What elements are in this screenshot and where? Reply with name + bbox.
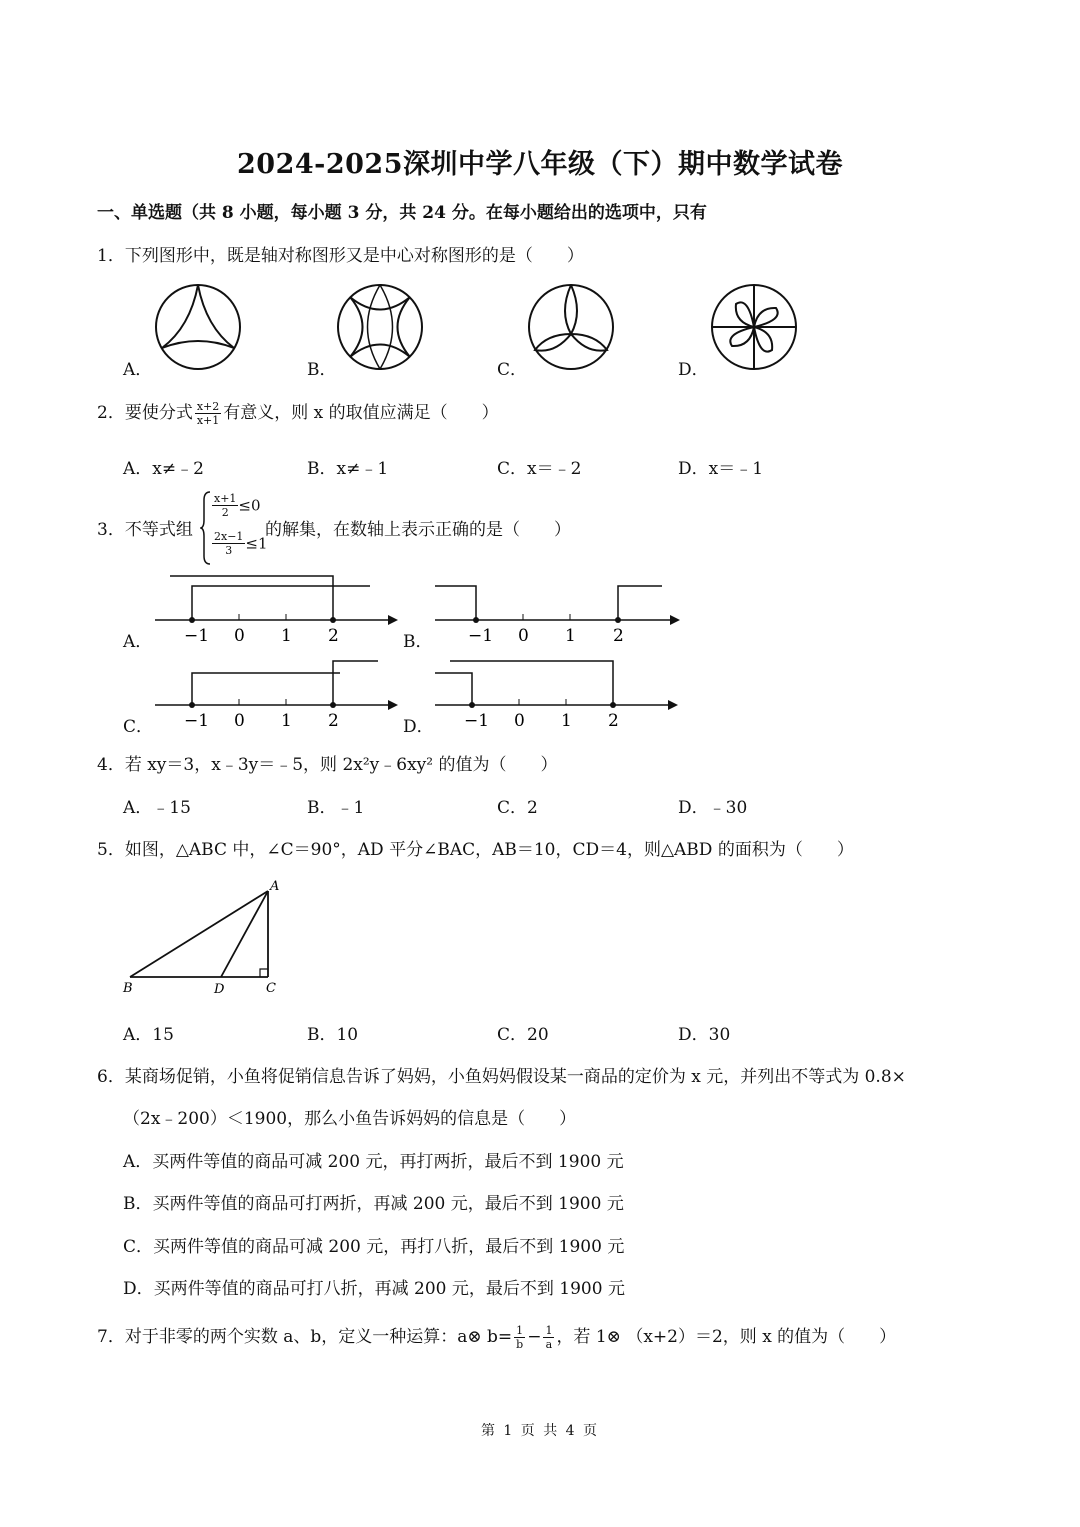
q5-option-a: A．15: [123, 1025, 174, 1045]
q7-f1-num: 1: [514, 1324, 525, 1338]
q3d-tick-0: 0: [514, 711, 525, 731]
q3-ineq2-frac: [212, 530, 245, 557]
question-2-stem: [97, 398, 499, 427]
page-title: 2024-2025深圳中学八年级（下）期中数学试卷: [237, 149, 843, 180]
q4-option-d: D．﹣30: [678, 798, 748, 818]
q6-option-c: C．买两件等值的商品可减 200 元，再打八折，最后不到 1900 元: [123, 1237, 625, 1257]
q6-option-a: A．买两件等值的商品可减 200 元，再打两折，最后不到 1900 元: [123, 1152, 624, 1172]
q7-f2-den: a: [545, 1338, 553, 1351]
q3-label-d: D．: [403, 717, 434, 737]
q2-pre: 2．要使分式: [97, 403, 193, 423]
q2-option-c: C．x＝﹣2: [497, 459, 582, 479]
question-4-stem: 4．若 xy＝3，x﹣3y＝﹣5，则 2x²y﹣6xy² 的值为（ ）: [97, 755, 558, 775]
page-footer: 第 1 页 共 4 页: [480, 1423, 600, 1439]
q4-option-b: B．﹣1: [307, 798, 365, 818]
q3-ineq1-rel: ≤0: [238, 496, 261, 515]
q5-point-b: B: [123, 981, 133, 996]
q3a-tick-1: 1: [281, 626, 292, 646]
q3-pre: 3．不等式组: [97, 520, 193, 540]
q7-pre: 7．对于非零的两个实数 a、b，定义一种运算：a⊗ b=: [97, 1327, 513, 1347]
q6-option-d: D．买两件等值的商品可打八折，再减 200 元，最后不到 1900 元: [123, 1279, 625, 1299]
q3-ineq2-num: 2x−1: [214, 530, 244, 543]
q3b-tick-2: 2: [613, 626, 624, 646]
q1-label-c: C．: [497, 360, 528, 380]
q1-figure-c: [525, 282, 620, 372]
q7-f2-num: 1: [545, 1324, 553, 1337]
question-1-stem: 1．下列图形中，既是轴对称图形又是中心对称图形的是（ ）: [97, 246, 584, 266]
q3-brace: [200, 490, 212, 566]
q2-fraction: [195, 400, 221, 427]
question-6-line-2: （2x﹣200）＜1900，那么小鱼告诉妈妈的信息是（ ）: [123, 1109, 577, 1129]
q7-post: ，若 1⊗ （x+2）＝2，则 x 的值为（ ）: [556, 1327, 897, 1347]
q5-option-c: C．20: [497, 1025, 549, 1045]
q7-fraction-1: [514, 1324, 525, 1351]
q1-figure-d: [708, 282, 803, 372]
q6-option-b: B．买两件等值的商品可打两折，再减 200 元，最后不到 1900 元: [123, 1194, 624, 1214]
q3c-tick-1: 1: [281, 711, 292, 731]
q3-ineq1-frac: [212, 492, 238, 519]
q3-inequality-1: [212, 492, 261, 519]
q4-option-a: A．﹣15: [123, 798, 191, 818]
q3-label-a: A．: [123, 632, 153, 652]
q3-ineq2-rel: ≤1: [245, 534, 268, 553]
q2-frac-den: x+1: [196, 414, 220, 427]
q3a-tick-2: 2: [328, 626, 339, 646]
q3d-tick-1: 1: [561, 711, 572, 731]
q3b-tick-1: 1: [565, 626, 576, 646]
q3c-tick-2: 2: [328, 711, 339, 731]
q1-label-d: D．: [678, 360, 709, 380]
q3-numberline-c: [150, 655, 400, 735]
q3-numberline-b: [430, 570, 685, 650]
q3-numberline-a: [150, 570, 400, 650]
question-6-line-1: 6．某商场促销，小鱼将促销信息告诉了妈妈，小鱼妈妈假设某一商品的定价为 x 元，并列出不等式为 0.8×: [97, 1067, 906, 1087]
q2-post: 有意义，则 x 的取值应满足（ ）: [223, 403, 499, 423]
q2-option-b: B．x≠﹣1: [307, 459, 389, 479]
q3d-tick-2: 2: [608, 711, 619, 731]
q2-option-d: D．x＝﹣1: [678, 459, 764, 479]
q3a-tick-0: 0: [234, 626, 245, 646]
q3-inequality-2: [212, 530, 268, 557]
q7-f1-den: b: [516, 1338, 524, 1351]
q3-ineq2-den: 3: [225, 544, 233, 557]
q5-point-a: A: [270, 879, 280, 894]
q3-numberline-d: [430, 655, 685, 735]
question-7-stem: [97, 1322, 896, 1351]
q5-option-b: B．10: [307, 1025, 359, 1045]
q3-ineq1-num: x+1: [214, 492, 237, 505]
q2-frac-num: x+2: [196, 400, 220, 413]
q3b-tick-neg1: −1: [468, 626, 494, 646]
q4-option-c: C．2: [497, 798, 538, 818]
q3c-tick-0: 0: [234, 711, 245, 731]
q5-point-d: D: [214, 982, 225, 997]
q5-triangle-figure: [115, 875, 290, 1000]
question-5-stem: 5．如图，△ABC 中，∠C＝90°，AD 平分∠BAC，AB＝10，CD＝4，则△ABD 的面积为（ ）: [97, 840, 854, 860]
q3d-tick-neg1: −1: [464, 711, 490, 731]
q3-post: 的解集，在数轴上表示正确的是（ ）: [265, 520, 571, 540]
q5-point-c: C: [266, 981, 276, 996]
q1-figure-b: [335, 282, 430, 372]
q3-label-c: C．: [123, 717, 154, 737]
q3-label-b: B．: [403, 632, 433, 652]
q1-figure-a: [150, 282, 250, 372]
q3a-tick-neg1: −1: [184, 626, 210, 646]
q3c-tick-neg1: −1: [184, 711, 210, 731]
q1-label-b: B．: [307, 360, 337, 380]
q3-ineq1-den: 2: [221, 506, 229, 519]
q7-minus: −: [527, 1327, 542, 1347]
q7-fraction-2: [543, 1324, 554, 1351]
q1-label-a: A．: [123, 360, 153, 380]
q5-option-d: D．30: [678, 1025, 731, 1045]
q3b-tick-0: 0: [518, 626, 529, 646]
section-heading: 一、单选题（共 8 小题，每小题 3 分，共 24 分。在每小题给出的选项中，只有: [97, 203, 707, 223]
q2-option-a: A．x≠﹣2: [123, 459, 204, 479]
